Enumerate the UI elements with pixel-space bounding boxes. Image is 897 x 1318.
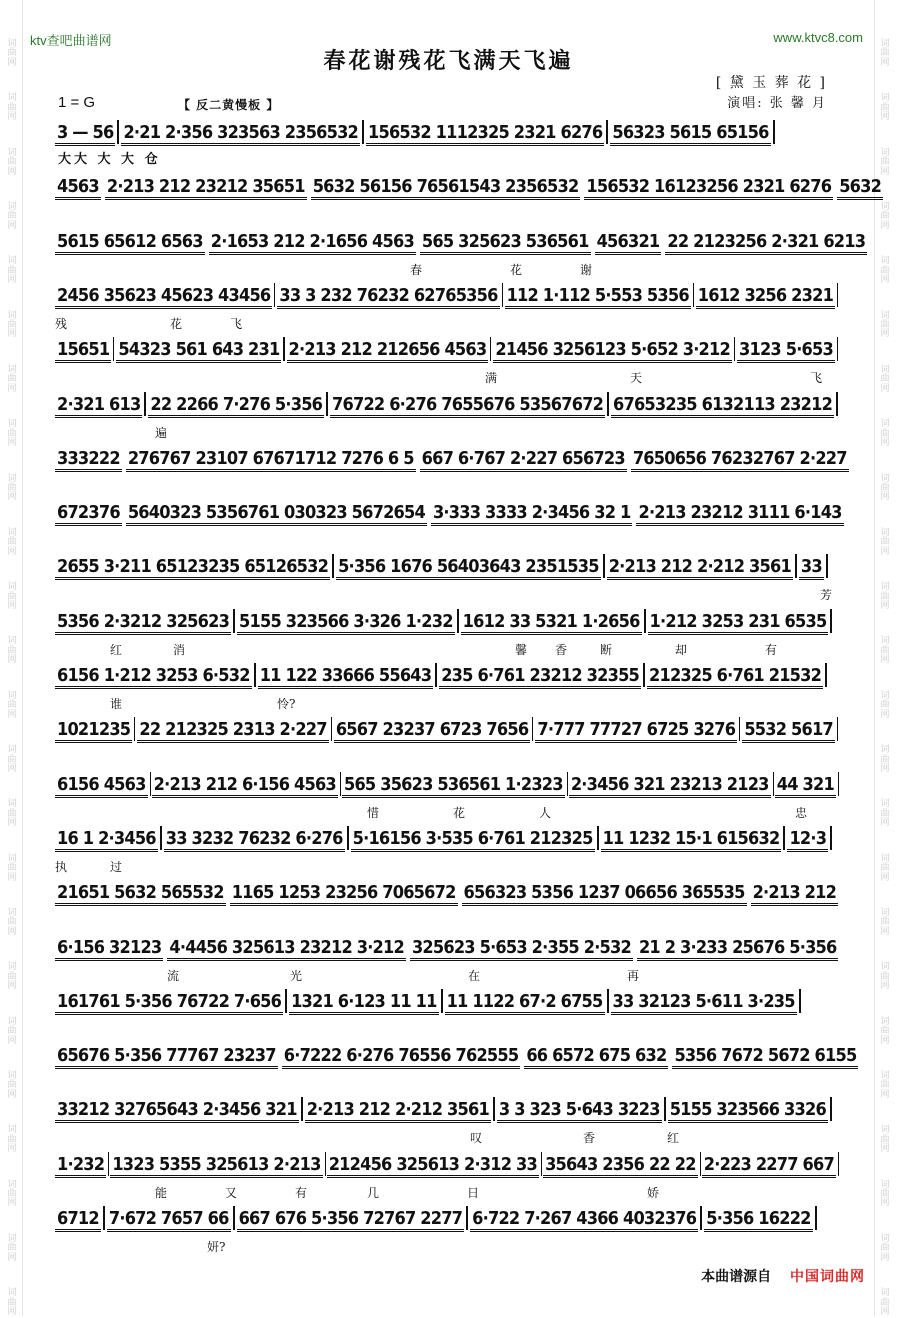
side-watermark-char: 词 曲 网 [7, 149, 16, 177]
score-line [55, 661, 840, 715]
measure: 7·672 7657 66 [107, 1208, 231, 1232]
measure: 5356 2·3212 325623 [55, 611, 231, 635]
side-watermark-char: 词 曲 网 [880, 529, 889, 557]
measure: 67653235 6132113 23212 [611, 394, 834, 418]
measure: 1165 1253 23256 7065672 [230, 882, 458, 906]
measure: 456321 [595, 231, 662, 255]
measure: 5·356 1676 56403643 2351535 [336, 556, 601, 580]
tune-name: [ 黛 玉 葬 花 ] [716, 72, 827, 92]
notes-line [55, 172, 840, 200]
measure: 2·223 2277 667 [702, 1154, 836, 1178]
measure: 3123 5·653 [737, 339, 835, 363]
bar-line [837, 717, 838, 741]
side-watermark-char: 词 曲 网 [880, 1289, 889, 1317]
side-watermark-char: 词 曲 网 [880, 420, 889, 448]
side-watermark-char: 词 曲 网 [7, 583, 16, 611]
score-line [55, 770, 840, 824]
side-watermark-char: 词 曲 网 [880, 909, 889, 937]
lyric-char: 香 [555, 641, 567, 658]
measure: 6·156 32123 [55, 937, 163, 961]
side-watermark-char: 词 曲 网 [7, 746, 16, 774]
measure: 5532 5617 [742, 719, 835, 743]
lyric-char: 遍 [155, 424, 167, 441]
side-watermark-char: 词 曲 网 [7, 312, 16, 340]
measure: 1612 33 5321 1·2656 [461, 611, 642, 635]
bar-line [457, 609, 459, 633]
side-watermark-char: 词 曲 网 [880, 1235, 889, 1263]
notes-line [55, 607, 840, 635]
score-line [55, 227, 840, 281]
lyric-char: 馨 [515, 641, 527, 658]
bar-line [113, 337, 114, 361]
bar-line [837, 283, 838, 307]
measure: 7650656 76232767 2·227 [631, 448, 849, 472]
page-title: 春花谢残花飞满天飞遍 [0, 44, 897, 75]
lyric-char: 执 [55, 858, 67, 875]
measure: 2456 35623 45623 43456 [55, 285, 272, 309]
footer-site-name: 中国词曲网 [790, 1269, 865, 1285]
measure: 54323 561 643 231 [116, 339, 281, 363]
bar-line [134, 717, 135, 741]
score-line [55, 878, 840, 932]
measure: 33212 32765643 2·3456 321 [55, 1099, 299, 1123]
side-watermark-char: 词 曲 网 [7, 1072, 16, 1100]
measure: 6·7222 6·276 76556 762555 [282, 1045, 521, 1069]
side-watermark-char: 词 曲 网 [7, 40, 16, 68]
bar-line [301, 1097, 303, 1121]
measure: 21 2 3·233 25676 5·356 [637, 937, 839, 961]
bar-line [285, 989, 287, 1013]
measure: 2·21 2·356 323563 2356532 [121, 122, 360, 146]
measure: 212456 325613 2·312 33 [327, 1154, 539, 1178]
side-watermark-char: 词 曲 网 [7, 420, 16, 448]
measure: 44 321 [775, 774, 836, 798]
lyric-char: 谢 [580, 261, 592, 278]
lyric-char: 怜? [277, 695, 295, 712]
bar-line [795, 554, 797, 578]
side-watermark-char: 词 曲 网 [7, 94, 16, 122]
side-watermark-char: 词 曲 网 [7, 1235, 16, 1263]
lyric-char: 日 [467, 1184, 479, 1201]
bar-line [783, 826, 785, 850]
bar-line [830, 826, 832, 850]
tempo-marking: 【 反二黄慢板 】 [178, 96, 279, 113]
notes-line [55, 390, 840, 418]
measure: 4·4456 325613 23212 3·212 [167, 937, 406, 961]
side-watermark-char: 词 曲 网 [880, 583, 889, 611]
measure: 5155 323566 3326 [668, 1099, 828, 1123]
bar-line [274, 283, 275, 307]
side-watermark-char: 词 曲 网 [7, 909, 16, 937]
measure: 3 — 56 [55, 122, 115, 146]
side-watermark-char: 词 曲 网 [880, 1072, 889, 1100]
lyric-char: 忠 [795, 804, 807, 821]
left-watermark-strip [4, 0, 20, 1316]
measure: 1·212 3253 231 6535 [648, 611, 829, 635]
measure: 2·213 212 2·212 3561 [607, 556, 793, 580]
measure: 235 6·761 23212 32355 [439, 665, 641, 689]
notes-line [55, 118, 840, 146]
measure: 156532 1112325 2321 6276 [366, 122, 604, 146]
score-line [55, 118, 840, 172]
bar-line [607, 989, 609, 1013]
bar-line [597, 826, 599, 850]
lyric-char: 人 [539, 804, 551, 821]
bar-line [502, 283, 503, 307]
bar-line [347, 826, 349, 850]
lyric-char: 红 [667, 1129, 679, 1146]
side-watermark-char: 词 曲 网 [880, 855, 889, 883]
side-watermark-char: 词 曲 网 [880, 1018, 889, 1046]
notes-line [55, 227, 840, 255]
lyric-char: 飞 [230, 315, 242, 332]
measure: 565 325623 536561 [420, 231, 591, 255]
footer-source-label: 本曲谱源自 [701, 1269, 771, 1285]
measure: 33 3232 76232 6·276 [164, 828, 345, 852]
side-watermark-char: 词 曲 网 [7, 637, 16, 665]
notes-line [55, 1204, 840, 1232]
measure: 2·213 212 6·156 4563 [152, 774, 338, 798]
measure: 5632 [837, 176, 883, 200]
lyric-char: 又 [225, 1184, 237, 1201]
bar-line [103, 1206, 105, 1230]
watermark-left: ktv查吧曲谱网 [30, 30, 112, 49]
lyric-char: 残 [55, 315, 67, 332]
measure: 156532 16123256 2321 6276 [584, 176, 833, 200]
score-line [55, 498, 840, 552]
measure: 2·213 23212 3111 6·143 [636, 502, 843, 526]
side-watermark-char: 词 曲 网 [880, 203, 889, 231]
measure: 656323 5356 1237 06656 365535 [462, 882, 747, 906]
bar-line [606, 120, 608, 144]
measure: 6567 23237 6723 7656 [334, 719, 530, 743]
side-watermark-char: 词 曲 网 [7, 963, 16, 991]
lyric-char: 消 [173, 641, 185, 658]
side-watermark-char: 词 曲 网 [880, 312, 889, 340]
lyric-char: 再 [627, 967, 639, 984]
side-watermark-char: 词 曲 网 [7, 257, 16, 285]
side-watermark-char: 词 曲 网 [880, 366, 889, 394]
side-watermark-char: 词 曲 网 [7, 366, 16, 394]
lyric-char: 满 [485, 369, 497, 386]
lyric-char: 有 [765, 641, 777, 658]
side-watermark-char: 词 曲 网 [880, 1126, 889, 1154]
side-watermark-char: 词 曲 网 [880, 149, 889, 177]
measure: 33 [799, 556, 824, 580]
measure: 16 1 2·3456 [55, 828, 158, 852]
side-watermark-char: 词 曲 网 [7, 1289, 16, 1317]
bar-line [799, 989, 801, 1013]
measure: 112 1·112 5·553 5356 [505, 285, 691, 309]
notes-line [55, 933, 840, 961]
notes-line [55, 987, 840, 1015]
notes-line [55, 552, 840, 580]
side-watermark-char: 词 曲 网 [7, 692, 16, 720]
bar-line [836, 392, 838, 416]
bar-line [830, 609, 832, 633]
measure: 2·321 613 [55, 394, 142, 418]
bar-line [493, 1097, 495, 1121]
side-watermark-char: 词 曲 网 [7, 203, 16, 231]
side-watermark-char: 词 曲 网 [7, 1018, 16, 1046]
measure: 5·16156 3·535 6·761 212325 [351, 828, 595, 852]
score-line [55, 444, 840, 498]
measure: 33 32123 5·611 3·235 [611, 991, 797, 1015]
notes-line [55, 1150, 840, 1178]
bar-line [117, 120, 119, 144]
score-line [55, 607, 840, 661]
measure: 56323 5615 65156 [610, 122, 770, 146]
measure: 22 2123256 2·321 6213 [665, 231, 867, 255]
lyric-char: 能 [155, 1184, 167, 1201]
notes-line [55, 878, 840, 906]
bar-line [490, 337, 491, 361]
lyric-char: 过 [110, 858, 122, 875]
side-watermark-char: 词 曲 网 [880, 637, 889, 665]
side-watermark-char: 词 曲 网 [7, 800, 16, 828]
measure: 21651 5632 565532 [55, 882, 226, 906]
measure: 667 6·767 2·227 656723 [420, 448, 627, 472]
score-line [55, 824, 840, 878]
lyric-char: 有 [295, 1184, 307, 1201]
bar-line [362, 120, 364, 144]
lyric-char: 惜 [367, 804, 379, 821]
measure: 3 3 323 5·643 3223 [497, 1099, 662, 1123]
measure: 22 2266 7·276 5·356 [148, 394, 324, 418]
score-line [55, 335, 840, 389]
measure: 3·333 3333 2·3456 32 1 [431, 502, 633, 526]
bar-line [435, 663, 437, 687]
notes-line [55, 498, 840, 526]
score-line [55, 1041, 840, 1095]
watermark-right: www.ktvc8.com [773, 30, 863, 45]
lyric-char: 花 [453, 804, 465, 821]
measure: 76722 6·276 7655676 53567672 [330, 394, 605, 418]
left-margin-line [22, 0, 23, 1316]
score-line [55, 987, 840, 1041]
measure: 1612 3256 2321 [696, 285, 835, 309]
measure: 5632 56156 76561543 2356532 [311, 176, 581, 200]
score-line [55, 390, 840, 444]
percussion-intro: 大大 大 大 仓 [58, 148, 161, 167]
measure: 672376 [55, 502, 122, 526]
measure: 333222 [55, 448, 122, 472]
bar-line [644, 609, 646, 633]
measure: 5·356 16222 [704, 1208, 812, 1232]
side-watermark-char: 词 曲 网 [7, 529, 16, 557]
bar-line [734, 337, 735, 361]
bar-line [233, 609, 235, 633]
lyric-char: 断 [600, 641, 612, 658]
side-watermark-char: 词 曲 网 [7, 475, 16, 503]
measure: 2·213 212 23212 35651 [105, 176, 307, 200]
measure: 1021235 [55, 719, 132, 743]
measure: 2·213 212 [751, 882, 838, 906]
measure: 35643 2356 22 22 [543, 1154, 698, 1178]
notes-line [55, 444, 840, 472]
bar-line [830, 1097, 832, 1121]
lyric-char: 芳 [820, 586, 832, 603]
measure: 212325 6·761 21532 [647, 665, 823, 689]
measure: 11 122 33666 55643 [258, 665, 434, 689]
side-watermark-char: 词 曲 网 [880, 94, 889, 122]
score-line [55, 552, 840, 606]
lyric-char: 在 [468, 967, 480, 984]
measure: 2·213 212 2·212 3561 [305, 1099, 491, 1123]
bar-line [326, 392, 328, 416]
lyric-char: 花 [170, 315, 182, 332]
measure: 65676 5·356 77767 23237 [55, 1045, 278, 1069]
measure: 276767 23107 67671712 7276 6 5 [126, 448, 416, 472]
bar-line [466, 1206, 468, 1230]
bar-line [332, 554, 334, 578]
side-watermark-char: 词 曲 网 [7, 1126, 16, 1154]
score-line [55, 281, 840, 335]
lyric-char: 却 [675, 641, 687, 658]
score-line [55, 933, 840, 987]
measure: 5356 7672 5672 6155 [672, 1045, 858, 1069]
measure: 33 3 232 76232 62765356 [277, 285, 499, 309]
bar-line [331, 717, 332, 741]
measure: 6156 1·212 3253 6·532 [55, 665, 252, 689]
footer-credit [701, 1266, 865, 1286]
side-watermark-char: 词 曲 网 [880, 963, 889, 991]
measure: 15651 [55, 339, 111, 363]
measure: 7·777 77727 6725 3276 [535, 719, 737, 743]
measure: 2·213 212 212656 4563 [287, 339, 489, 363]
score-line [55, 172, 840, 226]
bar-line [144, 392, 146, 416]
score-line [55, 1204, 840, 1258]
measure: 1·232 [55, 1154, 106, 1178]
bar-line [283, 337, 284, 361]
lyric-char: 谁 [110, 695, 122, 712]
side-watermark-char: 词 曲 网 [7, 855, 16, 883]
measure: 667 676 5·356 72767 2277 [237, 1208, 465, 1232]
measure: 12·3 [787, 828, 828, 852]
bar-line [773, 120, 775, 144]
measure: 22 212325 2313 2·227 [137, 719, 328, 743]
measure: 21456 3256123 5·652 3·212 [493, 339, 732, 363]
bar-line [160, 826, 162, 850]
lyric-char: 几 [367, 1184, 379, 1201]
notes-line [55, 335, 840, 363]
side-watermark-char: 词 曲 网 [880, 746, 889, 774]
notes-line [55, 281, 840, 309]
bar-line [739, 717, 740, 741]
measure: 565 35623 536561 1·2323 [342, 774, 565, 798]
notes-line [55, 1041, 840, 1069]
measure: 66 6572 675 632 [524, 1045, 668, 1069]
score-line [55, 1095, 840, 1149]
side-watermark-char: 词 曲 网 [880, 475, 889, 503]
measure: 2655 3·211 65123235 65126532 [55, 556, 330, 580]
measure: 6156 4563 [55, 774, 148, 798]
key-signature: 1 = G [58, 94, 95, 111]
bar-line [441, 989, 443, 1013]
bar-line [664, 1097, 666, 1121]
bar-line [532, 717, 533, 741]
bar-line [233, 1206, 235, 1230]
measure: 6712 [55, 1208, 101, 1232]
bar-line [825, 663, 827, 687]
side-watermark-char: 词 曲 网 [880, 40, 889, 68]
lyric-char: 妍? [207, 1238, 225, 1255]
measure: 11 1122 67·2 6755 [445, 991, 605, 1015]
measure: 2·1653 212 2·1656 4563 [209, 231, 416, 255]
measure: 161761 5·356 76722 7·656 [55, 991, 283, 1015]
bar-line [693, 283, 694, 307]
measure: 11 1232 15·1 615632 [601, 828, 782, 852]
measure: 2·3456 321 23213 2123 [569, 774, 771, 798]
bar-line [815, 1206, 817, 1230]
lyric-char: 天 [630, 369, 642, 386]
side-watermark-char: 词 曲 网 [880, 692, 889, 720]
measure: 5640323 5356761 030323 5672654 [126, 502, 427, 526]
measure: 5155 323566 3·326 1·232 [237, 611, 455, 635]
notes-line [55, 770, 840, 798]
bar-line [603, 554, 605, 578]
notes-line [55, 715, 840, 743]
bar-line [700, 1206, 702, 1230]
notes-line [55, 661, 840, 689]
bar-line [607, 392, 609, 416]
score-line [55, 715, 840, 769]
lyric-char: 春 [410, 261, 422, 278]
measure: 5615 65612 6563 [55, 231, 205, 255]
bar-line [837, 337, 838, 361]
side-watermark-char: 词 曲 网 [880, 1181, 889, 1209]
side-watermark-char: 词 曲 网 [7, 1181, 16, 1209]
notes-line [55, 824, 840, 852]
side-watermark-char: 词 曲 网 [880, 800, 889, 828]
measure: 1321 6·123 11 11 [289, 991, 438, 1015]
lyric-char: 红 [110, 641, 122, 658]
lyric-char: 花 [510, 261, 522, 278]
bar-line [254, 663, 256, 687]
singer: 演唱: 张 馨 月 [727, 92, 827, 111]
side-watermark-char: 词 曲 网 [880, 257, 889, 285]
lyric-char: 光 [290, 967, 302, 984]
lyric-char: 飞 [810, 369, 822, 386]
measure: 1323 5355 325613 2·213 [110, 1154, 322, 1178]
measure: 325623 5·653 2·355 2·532 [410, 937, 633, 961]
notes-line [55, 1095, 840, 1123]
lyric-char: 流 [167, 967, 179, 984]
lyric-char: 叹 [470, 1129, 482, 1146]
measure: 6·722 7·267 4366 4032376 [470, 1208, 698, 1232]
bar-line [643, 663, 645, 687]
lyric-char: 香 [583, 1129, 595, 1146]
lyric-char: 娇 [647, 1184, 659, 1201]
measure: 4563 [55, 176, 101, 200]
score-line [55, 1150, 840, 1204]
bar-line [826, 554, 828, 578]
